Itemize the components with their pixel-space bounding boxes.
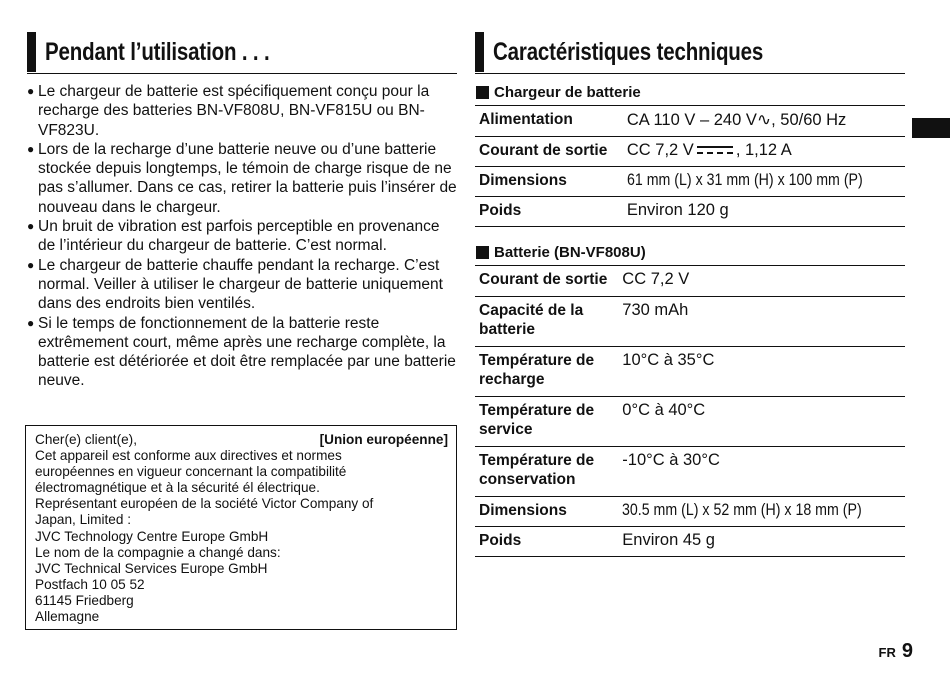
list-item: ● Un bruit de vibration est parfois perceptible en provenance de l’intérieur du chargeur de batterie. C’est normal. — [27, 218, 440, 255]
notice-header-line — [35, 432, 448, 448]
eu-notice-box — [25, 425, 457, 630]
language-code: FR — [878, 645, 896, 660]
square-bullet-icon — [476, 246, 489, 259]
spec-label: Dimensions — [475, 496, 618, 526]
spec-value: 730 mAh — [618, 296, 905, 346]
page-number: 9 — [901, 640, 913, 662]
notice-line: Postfach 10 05 52 — [35, 576, 145, 592]
battery-spec-table — [475, 266, 905, 557]
spec-value: 61 mm (L) x 31 mm (H) x 100 mm (P) — [623, 166, 905, 196]
left-section-title: Pendant l’utilisation . . . — [45, 37, 270, 66]
list-item: ● Si le temps de fonctionnement de la batterie reste extrêmement court, même après une recharge complète, la batterie est détériorée et doit être remplacée par une batterie neuve. — [27, 314, 456, 390]
spec-label: Température de conservation — [475, 446, 618, 496]
table-row — [475, 166, 905, 196]
notice-line: européennes en vigueur concernant la compatibilité — [35, 464, 347, 480]
notice-line: Représentant européen de la société Victor Company of — [35, 496, 374, 512]
table-row — [475, 196, 905, 226]
notice-line: Cet appareil est conforme aux directives et normes — [35, 448, 342, 464]
ac-wave-icon: ∿ — [756, 110, 772, 129]
notice-greeting: Cher(e) client(e), — [35, 432, 137, 447]
spec-label: Poids — [475, 196, 623, 226]
spec-value: 10°C à 35°C — [618, 346, 905, 396]
table-row — [475, 396, 905, 446]
square-bullet-icon — [476, 86, 489, 99]
bullet-icon: ● — [27, 141, 35, 156]
table-row — [475, 106, 905, 136]
list-item: ● Lors de la recharge d’une batterie neuve ou d’une batterie stockée depuis longtemps, le témoin de charge risque de ne pas s’allumer. Dans ce cas, retirer la batterie puis l’insérer de nouveau dans le chargeur. — [27, 140, 457, 216]
right-section-title: Caractéristiques techniques — [493, 37, 764, 66]
table-row — [475, 446, 905, 496]
bullet-icon: ● — [27, 84, 35, 98]
charger-spec-title: Chargeur de batterie — [476, 84, 641, 101]
charger-spec-table — [475, 106, 905, 227]
spec-label: Courant de sortie — [475, 266, 618, 296]
spec-value: 0°C à 40°C — [618, 396, 905, 446]
notice-line: Allemagne — [35, 609, 100, 625]
notice-region: [Union européenne] — [319, 432, 448, 447]
notice-line: 61145 Friedberg — [35, 592, 134, 608]
right-heading-rule — [475, 73, 905, 74]
spec-value: CA 110 V – 240 V∿, 50/60 Hz — [623, 106, 905, 136]
battery-spec-title: Batterie (BN-VF808U) — [476, 244, 646, 261]
spec-label: Alimentation — [475, 106, 623, 136]
bullet-icon: ● — [27, 315, 35, 330]
heading-bar — [27, 32, 36, 72]
left-heading-rule — [27, 73, 457, 74]
spec-label: Dimensions — [475, 166, 623, 196]
page-edge-tab-marker — [912, 118, 950, 138]
spec-value: Environ 45 g — [618, 526, 905, 556]
table-row — [475, 346, 905, 396]
bullet-icon: ● — [27, 257, 35, 272]
page-footer — [879, 640, 913, 663]
table-row — [475, 296, 905, 346]
heading-bar — [475, 32, 484, 72]
notice-line: Le nom de la compagnie a changé dans: — [35, 544, 281, 560]
left-section-heading — [27, 32, 319, 72]
table-row — [475, 496, 905, 526]
table-row — [475, 266, 905, 296]
notice-line: JVC Technology Centre Europe GmbH — [35, 528, 269, 544]
table-row — [475, 136, 905, 166]
spec-value: 30.5 mm (L) x 52 mm (H) x 18 mm (P) — [618, 496, 905, 526]
usage-notes-list — [27, 82, 457, 391]
spec-label: Courant de sortie — [475, 136, 623, 166]
spec-value: CC 7,2 V — [618, 266, 905, 296]
spec-label: Poids — [475, 526, 618, 556]
list-item: ● Le chargeur de batterie est spécifiquement conçu pour la recharge des batteries BN-VF808U, BN-VF815U ou BN-VF823U. — [27, 83, 430, 139]
spec-label: Capacité de la batterie — [475, 296, 618, 346]
spec-label: Température de service — [475, 396, 618, 446]
table-row — [475, 526, 905, 556]
dc-current-icon — [697, 144, 733, 156]
notice-line: JVC Technical Services Europe GmbH — [35, 560, 268, 576]
list-item: ● Le chargeur de batterie chauffe pendant la recharge. C’est normal. Veiller à utiliser le chargeur de batterie uniquement dans des endroits bien ventilés. — [27, 256, 443, 313]
spec-value: Environ 120 g — [623, 196, 905, 226]
notice-line: Japan, Limited : — [35, 512, 131, 528]
spec-value: -10°C à 30°C — [618, 446, 905, 496]
bullet-icon: ● — [27, 219, 35, 234]
spec-value: CC 7,2 V , 1,12 A — [623, 136, 905, 166]
notice-line: électromagnétique et à la sécurité él électrique. — [35, 480, 320, 496]
right-section-heading — [475, 32, 822, 72]
spec-label: Température de recharge — [475, 346, 618, 396]
